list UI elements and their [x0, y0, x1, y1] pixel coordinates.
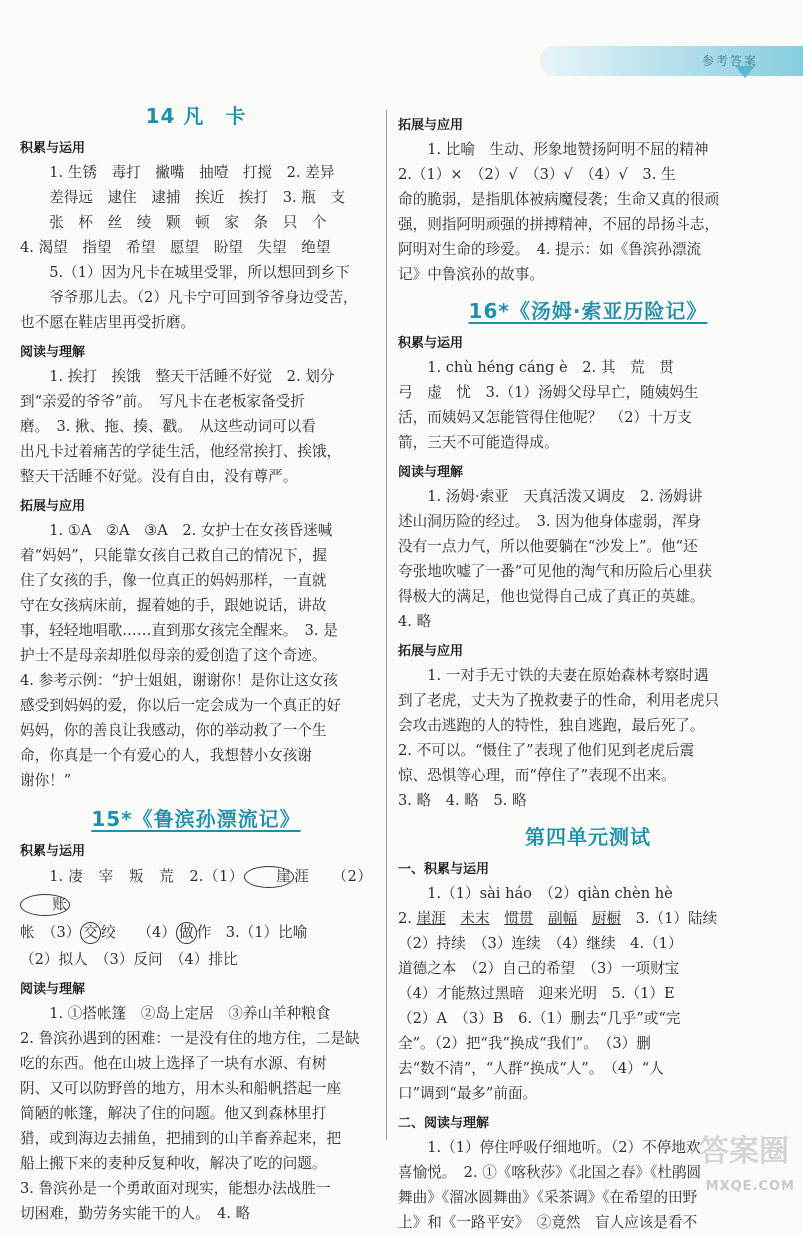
answer-line: 4. 略: [398, 613, 432, 630]
answer-line: 着“妈妈”，只能靠女孩自己救自己的情况下，握: [20, 547, 327, 564]
underlined-word: 崖涯: [416, 910, 446, 927]
answer-text: [446, 910, 461, 927]
section-heading: 二、阅读与理解: [398, 1116, 490, 1131]
section-heading: 阅读与理解: [398, 465, 464, 480]
answer-line: [20, 919, 372, 947]
answer-line: 1. 比喻 生动、形象地赞扬阿明不屈的精神: [427, 141, 709, 158]
answer-line: 感受到妈妈的爱，你以后一定会成为一个真正的好: [20, 697, 342, 714]
answer-line: 述山洞历险的经过。 3. 因为他身体虚弱，浑身: [398, 513, 702, 530]
circled-char: 崖: [244, 866, 294, 888]
answer-line: 护士不是母亲却胜似母亲的爱创造了这个奇迹。: [20, 647, 327, 664]
answer-line: 箭，三天不可能造得成。: [398, 434, 559, 451]
answer-line: 1. ①搭帐篷 ②岛上定居 ③养山羊种粮食: [49, 1005, 331, 1022]
answer-line: 吃的东西。他在山坡上选择了一块有水源、有树: [20, 1055, 327, 1072]
answer-line: （4）才能熬过黑暗 迎来光明 5.（1）E: [398, 985, 675, 1002]
answer-line: 喜愉悦。 2. ①《喀秋莎》《北国之春》《杜鹃圆: [398, 1164, 702, 1181]
answer-line: 会攻击逃跑的人的特性，独自逃跑，最后死了。: [398, 717, 705, 734]
circled-char: 交: [80, 922, 101, 944]
answer-line: 阿明对生命的珍爱。 4. 提示：如《鲁滨孙漂流: [398, 241, 702, 258]
answer-line: （2）A （3）B 6.（1）删去“几乎”或“完: [398, 1010, 681, 1027]
answer-text: [533, 910, 548, 927]
answer-line: 出凡卡过着痛苦的学徒生活，他经常挨打、挨饿，: [20, 443, 342, 460]
section-heading: 积累与运用: [20, 844, 86, 859]
answer-line: 口”调到“最多”前面。: [398, 1085, 538, 1102]
circled-char: 做: [176, 922, 197, 944]
answer-line: 切困难，勤劳务实能干的人。 4. 略: [20, 1205, 251, 1222]
section-heading: 拓展与应用: [20, 499, 86, 514]
answer-text: 1. 凄 宰 叛 荒 2.（1）: [49, 868, 244, 885]
answer-line: 简陋的帐篷，解决了住的问题。他又到森林里打: [20, 1105, 327, 1122]
answer-text: 3.（1）陆续: [621, 910, 718, 927]
chapter-15-title: 15*《鲁滨孙漂流记》: [91, 807, 301, 831]
underlined-word: 惯贯: [504, 910, 534, 927]
section-heading: 拓展与应用: [398, 644, 464, 659]
answer-line: 整天干活睡不好觉。没有自由，没有尊严。: [20, 468, 298, 485]
answer-line: 1. 生锈 毒打 撇嘴 抽噎 打搅 2. 差异: [49, 164, 335, 181]
answer-line: 强，则指阿明顽强的拼搏精神，不屈的昂扬斗志，: [398, 216, 720, 233]
answer-text: 作 3.（1）比喻: [196, 924, 308, 941]
header-banner: [540, 46, 803, 76]
answer-line: 4. 参考示例：“护士姐姐，谢谢你！是你让这女孩: [20, 672, 338, 689]
underlined-word: 副幅: [548, 910, 578, 927]
banner-arrow-icon: [735, 66, 755, 78]
answer-line: 道德之本 （2）自己的希望 （3）一项财宝: [398, 960, 680, 977]
answer-line: 记》中鲁滨孙的故事。: [398, 266, 544, 283]
chapter-14-title: 14 凡 卡: [145, 104, 247, 128]
column-divider: [386, 110, 387, 1140]
circled-char: 账: [20, 894, 70, 916]
answer-line: 全”。（2）把“我”换成“我们”。 （3）删: [398, 1035, 651, 1052]
answer-line: 猎，或到海边去捕鱼，把捕到的山羊畜养起来，把: [20, 1130, 342, 1147]
answer-line: 3. 略 4. 略 5. 略: [398, 792, 527, 809]
answer-line: 命，你真是一个有爱心的人，我想替小女孩谢: [20, 747, 312, 764]
section-heading: 积累与运用: [398, 336, 464, 351]
answer-line: 妈妈，你的善良让我感动，你的举动救了一个生: [20, 722, 327, 739]
section-heading: 拓展与应用: [398, 118, 464, 133]
answer-line: 也不愿在鞋店里再受折磨。: [20, 314, 196, 331]
section-heading: 阅读与理解: [20, 982, 86, 997]
answer-line: 5.（1）因为凡卡在城里受罪，所以想回到乡下: [49, 264, 350, 281]
answer-line: 1. chù héng cáng è 2. 其 荒 贯: [427, 359, 674, 376]
answer-line: 没有一点力气，所以他要躺在“沙发上”。他“还: [398, 538, 698, 555]
answer-line: 到“亲爱的爷爷”前。 写凡卡在老板家备受折: [20, 393, 305, 410]
answer-line: 磨。 3. 揪、拖、揍、戳。 从这些动词可以看: [20, 418, 316, 435]
answer-line: 守在女孩病床前，握着她的手，跟她说话，讲故: [20, 597, 327, 614]
underlined-word: 未末: [460, 910, 490, 927]
answer-line: 弓 虚 忧 3.（1）汤姆父母早亡，随姨妈生: [398, 384, 699, 401]
underlined-word: 厨橱: [591, 910, 622, 927]
answer-text: 帐 （3）: [20, 924, 81, 941]
watermark-url: MXQE.COM: [705, 1179, 795, 1194]
answer-line: （2）拟人 （3）反问 （4）排比: [20, 951, 238, 968]
answer-line: 3. 鲁滨孙是一个勇敢面对现实，能想办法战胜一: [20, 1180, 331, 1197]
answer-line: 事，轻轻地唱歌……直到那女孩完全醒来。 3. 是: [20, 622, 338, 639]
section-heading: 阅读与理解: [20, 345, 86, 360]
answer-line: [398, 906, 778, 931]
answer-line: 差得远 逮住 逮捕 挨近 挨打 3. 瓶 支: [49, 189, 346, 206]
watermark-logo: 答案圈: [699, 1134, 789, 1169]
answer-line: 去“数不清”，“人群”换成“人”。 （4）“人: [398, 1060, 664, 1077]
answer-line: 2. 不可以。“慑住了”表现了他们见到老虎后震: [398, 742, 695, 759]
answer-line: 得极大的满足，他也觉得自己成了真正的英雄。: [398, 588, 705, 605]
answer-line: 命的脆弱，是指肌体被病魔侵袭；生命又真的很顽: [398, 191, 720, 208]
answer-line: 1.（1）sài háo （2）qiàn chèn hè: [427, 885, 673, 902]
answer-text: 绞 （4）: [100, 924, 176, 941]
answer-line: 2. 鲁滨孙遇到的困难：一是没有住的地方住，二是缺: [20, 1030, 360, 1047]
answer-line: 住了女孩的手，像一位真正的妈妈那样，一直就: [20, 572, 327, 589]
answer-line: 1.（1）停住呼吸仔细地听。（2）不停地欢: [427, 1139, 701, 1156]
answer-line: 4. 渴望 指望 希望 愿望 盼望 失望 绝望: [20, 239, 331, 256]
section-heading: 一、积累与运用: [398, 862, 490, 877]
answer-line: 活，而姨妈又怎能管得住他呢？ （2）十万支: [398, 409, 692, 426]
answer-line: 舞曲》《溜冰圆舞曲》《采茶调》《在希望的田野: [398, 1189, 698, 1206]
left-column: [20, 100, 372, 1226]
answer-line: 夸张地吹嘘了一番”可见他的淘气和历险后心里获: [398, 563, 712, 580]
answer-line: 1. 一对手无寸铁的夫妻在原始森林考察时遇: [427, 667, 709, 684]
answer-line: 惊、恐惧等心理，而“停住了”表现不出来。: [398, 767, 676, 784]
answer-line: 船上搬下来的麦种反复种收，解决了吃的问题。: [20, 1155, 327, 1172]
answer-line: 到了老虎，丈夫为了挽救妻子的性命，利用老虎只: [398, 692, 720, 709]
header-tag: 参考答案: [701, 54, 758, 68]
answer-line: 谢你！”: [20, 772, 72, 789]
answer-text: [490, 910, 505, 927]
unit-test-title: 第四单元测试: [525, 825, 651, 849]
answer-text: 2.: [398, 910, 417, 927]
section-heading: 积累与运用: [20, 141, 86, 156]
right-column: [398, 108, 778, 1235]
answer-text: 涯 （2）: [293, 868, 372, 885]
answer-line: 阴、又可以防野兽的地方，用木头和船帆搭起一座: [20, 1080, 342, 1097]
answer-line: 1. 汤姆·索亚 天真活泼又调皮 2. 汤姆讲: [427, 488, 703, 505]
answer-line: 2.（1）× （2）√ （3）√ （4）√ 3. 生: [398, 166, 676, 183]
answer-line: [20, 863, 372, 919]
answer-text: [577, 910, 592, 927]
answer-line: 张 杯 丝 绫 颗 顿 家 条 只 个: [49, 214, 327, 231]
answer-line: 1. ①A ②A ③A 2. 女护士在女孩昏迷喊: [49, 522, 333, 539]
answer-line: 1. 挨打 挨饿 整天干活睡不好觉 2. 划分: [49, 368, 335, 385]
answer-line: 上》和《一路平安》 ②竟然 盲人应该是看不: [398, 1214, 698, 1231]
chapter-16-title: 16*《汤姆·索亚历险记》: [468, 299, 708, 323]
answer-line: 爷爷那儿去。（2）凡卡宁可回到爷爷身边受苦，: [49, 289, 358, 306]
answer-line: （2）持续 （3）连续 （4）继续 4.（1）: [398, 935, 683, 952]
